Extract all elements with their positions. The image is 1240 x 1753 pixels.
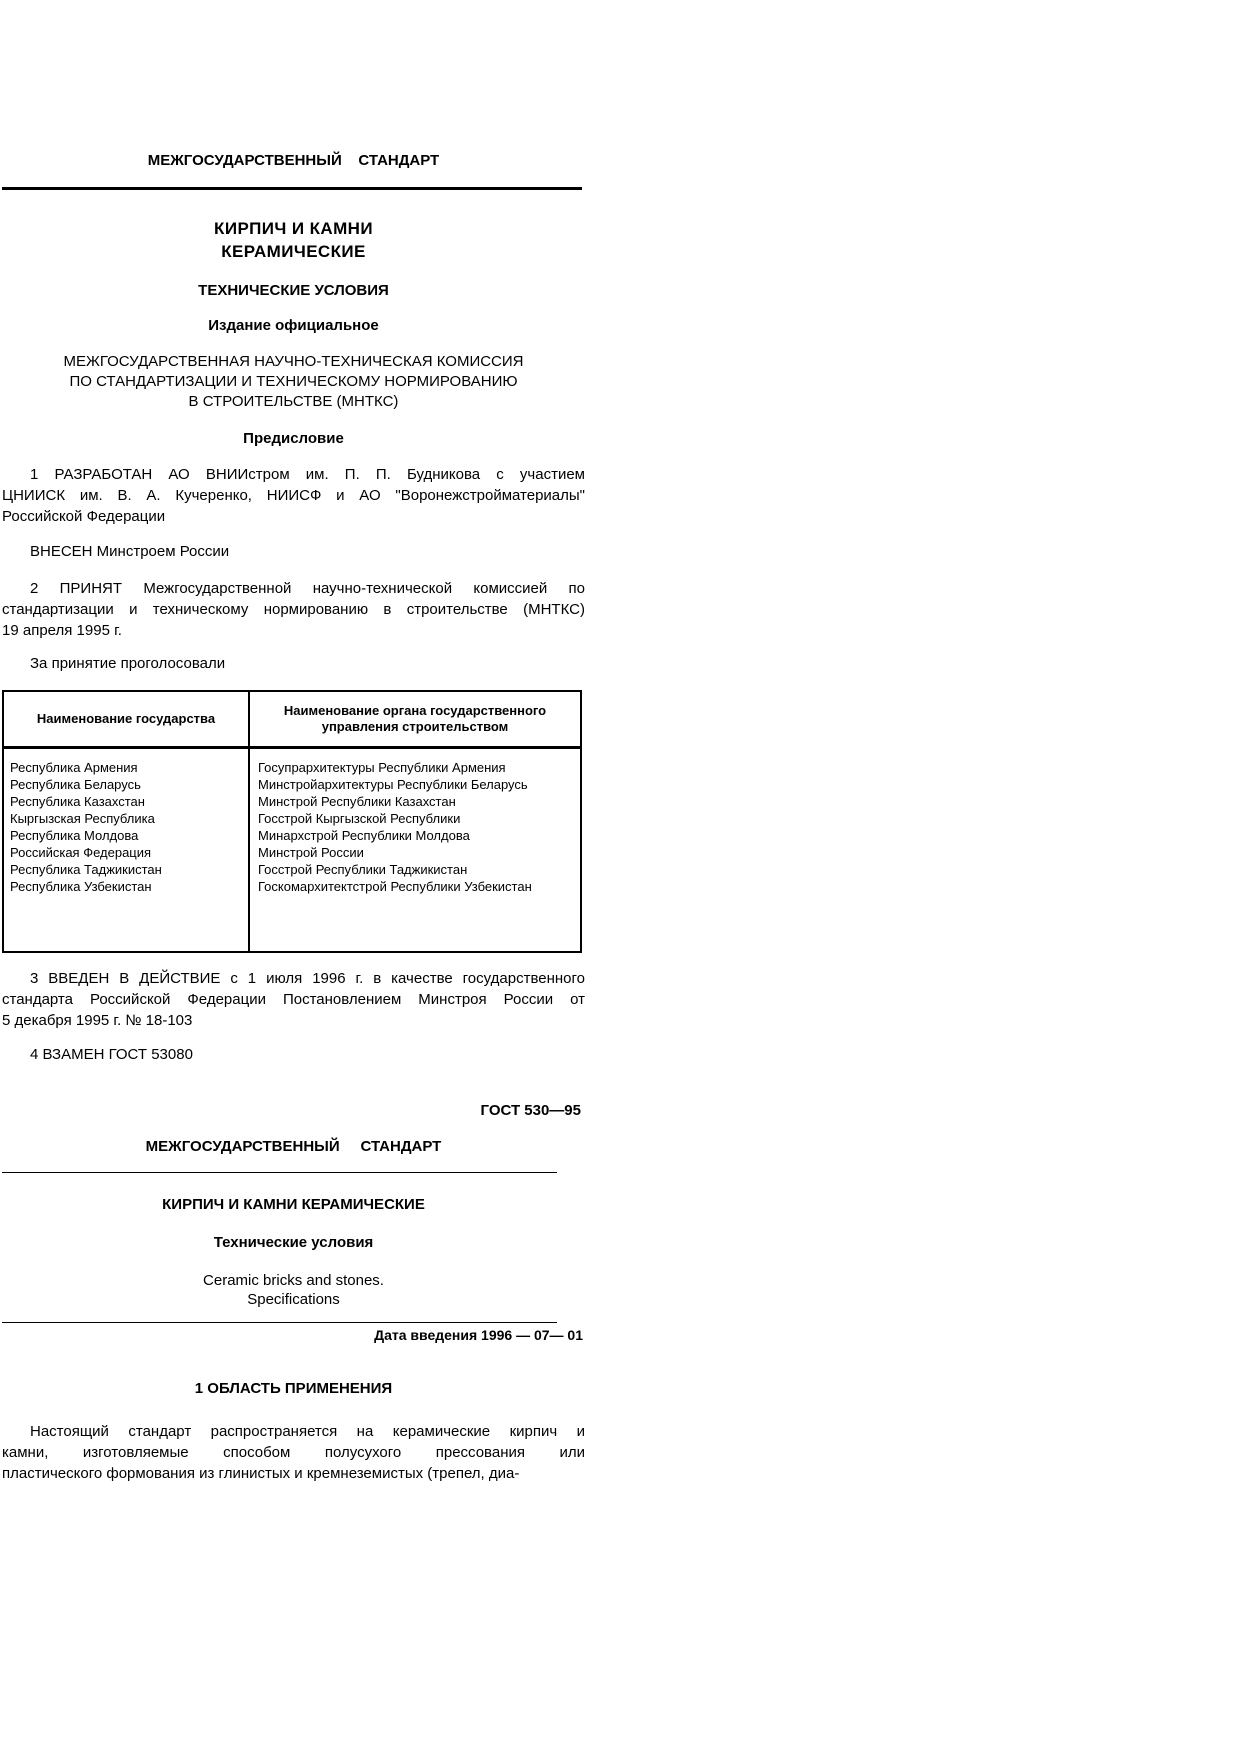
clause-4-replaces: 4 ВЗАМЕН ГОСТ 53080 — [30, 1045, 193, 1063]
clause-2-adopted-by: 2 ПРИНЯТ Межгосударственной научно-технической комиссией по стандартизации и техническому нормированию в строительстве (МНТКС) 19 апреля 1995 г. — [2, 580, 585, 639]
header-divider-rule — [2, 187, 582, 190]
vote-table-body-row — [3, 747, 581, 952]
vote-table-header-row — [3, 691, 581, 747]
clause-1-developed-by: 1 РАЗРАБОТАН АО ВНИИстром им. П. П. Будникова с участием ЦНИИСК им. В. А. Кучеренко, НИИСФ и АО "Воронежстройматериалы" Российской Федерации — [2, 466, 585, 525]
standard-type-header-2: МЕЖГОСУДАРСТВЕННЫЙ СТАНДАРТ — [145, 1137, 442, 1155]
standard-type-header: МЕЖГОСУДАРСТВЕННЫЙ СТАНДАРТ — [147, 152, 440, 169]
standard-title-en: Ceramic bricks and stones. Specifications — [203, 1271, 384, 1308]
state-name: Республика Молдова — [10, 827, 139, 843]
state-name: Кыргызская Республика — [10, 810, 155, 826]
clause-3-effective-date: 3 ВВЕДЕН В ДЕЙСТВИЕ с 1 июля 1996 г. в качестве государственного стандарта Российской Федерации Постановлением Минстроя России от 5 декабря 1995 г. № 18-103 — [2, 969, 585, 1029]
foreword-heading: Предисловие — [243, 430, 344, 447]
document-page — [0, 0, 585, 1484]
state-name: Республика Беларусь — [10, 776, 141, 792]
section-1-paragraph: Настоящий стандарт распространяется на керамические кирпич и камни, изготовляемые способом полусухого прессования или пластического формования из глинистых и кремнеземистых (трепел, диа- — [2, 1422, 585, 1482]
authority-name: Госстрой Кыргызской Республики — [258, 810, 461, 826]
section-1-heading: 1 ОБЛАСТЬ ПРИМЕНЕНИЯ — [194, 1379, 393, 1397]
authority-name: Минархстрой Республики Молдова — [258, 827, 470, 843]
title-block-top-rule — [2, 1172, 557, 1173]
commission-name: МЕЖГОСУДАРСТВЕННАЯ НАУЧНО-ТЕХНИЧЕСКАЯ КОМИССИЯ ПО СТАНДАРТИЗАЦИИ И ТЕХНИЧЕСКОМУ НОРМИРОВАНИЮ В СТРОИТЕЛЬСТВЕ (МНТКС) — [63, 353, 524, 410]
authority-name: Минстрой России — [258, 844, 364, 860]
table-header-state: Наименование государства — [3, 691, 249, 747]
vote-intro-note: За принятие проголосовали — [30, 655, 226, 672]
document-number: ГОСТ 530—95 — [480, 1101, 581, 1119]
authority-name: Минстрой Республики Казахстан — [258, 793, 456, 809]
state-name: Республика Таджикистан — [10, 861, 162, 877]
edition-note: Издание официальное — [208, 317, 379, 334]
authority-name: Госкомархитектстрой Республики Узбекистан — [258, 878, 532, 894]
submitted-by-note: ВНЕСЕН Минстроем России — [30, 543, 230, 560]
document-subtitle: ТЕХНИЧЕСКИЕ УСЛОВИЯ — [198, 282, 389, 299]
authority-name: Госупрархитектуры Республики Армения — [258, 759, 506, 775]
authority-name: Госстрой Республики Таджикистан — [258, 861, 468, 877]
vote-table — [2, 690, 582, 953]
state-name: Республика Узбекистан — [10, 878, 152, 894]
standard-subtitle-ru: Технические условия — [213, 1233, 374, 1251]
table-column-authorities — [249, 747, 581, 952]
authority-name: Минстройархитектуры Республики Беларусь — [258, 776, 528, 792]
table-column-states — [3, 747, 249, 952]
document-title: КИРПИЧ И КАМНИ КЕРАМИЧЕСКИЕ — [214, 219, 373, 261]
state-name: Российская Федерация — [10, 844, 152, 860]
effective-date: Дата введения 1996 — 07— 01 — [374, 1326, 583, 1343]
standard-title-ru: КИРПИЧ И КАМНИ КЕРАМИЧЕСКИЕ — [162, 1195, 425, 1213]
state-name: Республика Армения — [10, 759, 138, 775]
table-header-authority: Наименование органа государственного управления строительством — [249, 691, 581, 747]
title-block-bottom-rule — [2, 1322, 557, 1323]
state-name: Республика Казахстан — [10, 793, 145, 809]
